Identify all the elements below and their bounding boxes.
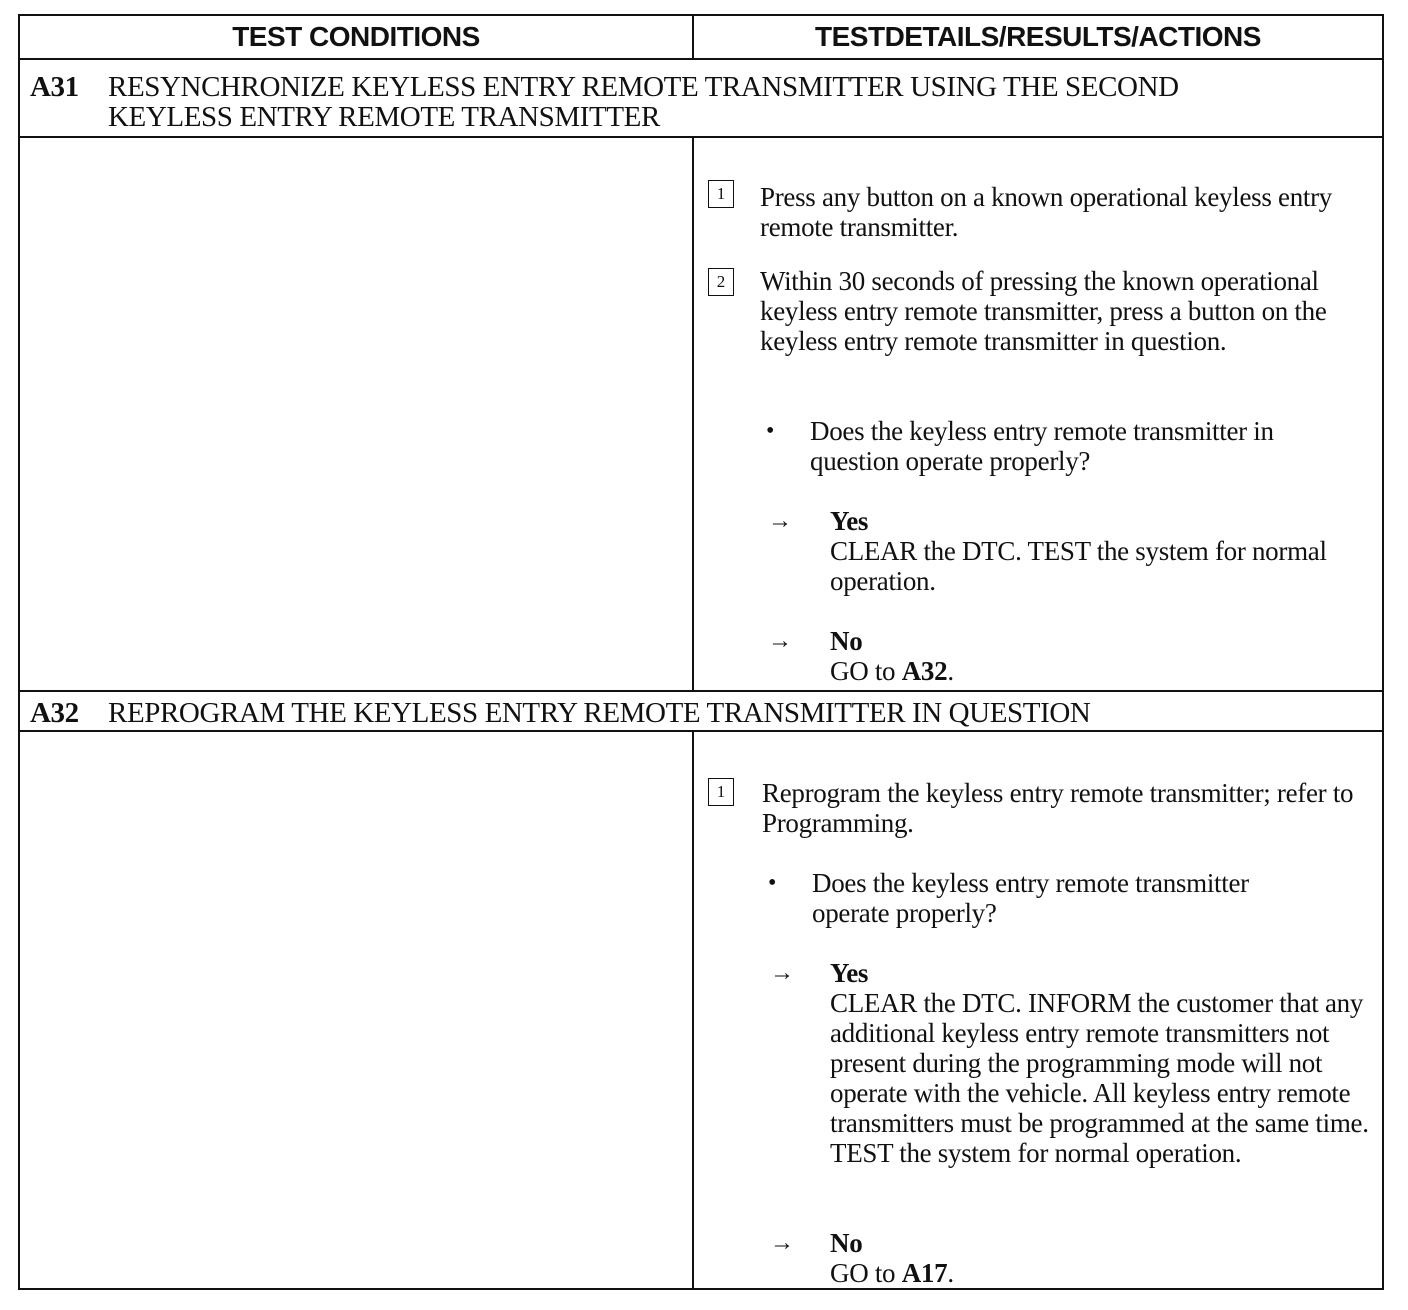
divider <box>20 58 1382 60</box>
no-action-suffix: . <box>947 1258 954 1288</box>
right-arrow-icon: → <box>768 628 792 654</box>
step-number-box: 2 <box>708 268 734 296</box>
yes-action: CLEAR the DTC. TEST the system for normal operation. <box>830 536 1327 596</box>
right-arrow-icon: → <box>768 508 792 534</box>
no-label: No <box>830 1228 863 1258</box>
step-id: A32 <box>30 697 79 729</box>
no-action <box>830 1258 1350 1288</box>
no-action <box>830 656 1350 686</box>
yes-branch <box>830 506 1350 596</box>
no-branch <box>830 1228 1350 1288</box>
step-title-line: REPROGRAM THE KEYLESS ENTRY REMOTE TRANSMITTER IN QUESTION <box>108 697 1091 729</box>
bullet-icon: • <box>768 870 777 896</box>
yes-action: CLEAR the DTC. INFORM the customer that any additional keyless entry remote transmitters not present during the programming mode will not operate with the vehicle. All keyless entry remote transmitters must be programmed at the same time. TEST the system for normal operation. <box>830 988 1369 1168</box>
column-divider <box>692 136 694 690</box>
yes-label: Yes <box>830 506 869 536</box>
header-test-details: TESTDETAILS/RESULTS/ACTIONS <box>815 21 1261 52</box>
right-arrow-icon: → <box>770 960 794 986</box>
step-title-line: RESYNCHRONIZE KEYLESS ENTRY REMOTE TRANSMITTER USING THE SECOND <box>108 71 1179 103</box>
step-number-box: 1 <box>708 180 734 208</box>
divider <box>20 690 1382 692</box>
right-arrow-icon: → <box>770 1230 794 1256</box>
yes-label: Yes <box>830 958 869 988</box>
step-number-box: 1 <box>708 778 734 806</box>
no-action-ref: A32 <box>901 656 948 686</box>
substep-text: Reprogram the keyless entry remote transmitter; refer to Programming. <box>762 778 1354 838</box>
test-table <box>18 14 1384 1290</box>
no-action-prefix: GO to <box>830 1258 902 1288</box>
substep-text: Press any button on a known operational keyless entry remote transmitter. <box>760 182 1332 242</box>
no-label: No <box>830 626 863 656</box>
question-text: Does the keyless entry remote transmitter operate properly? <box>812 868 1249 928</box>
substep-text: Within 30 seconds of pressing the known operational keyless entry remote transmitter, press a button on the keyless entry remote transmitter in question. <box>760 266 1327 356</box>
divider <box>20 730 1382 732</box>
divider <box>20 136 1382 138</box>
step-id: A31 <box>30 71 79 103</box>
no-action-prefix: GO to <box>830 656 902 686</box>
no-action-ref: A17 <box>901 1258 948 1288</box>
column-divider <box>692 16 694 58</box>
no-branch <box>830 626 1350 686</box>
step-title-text <box>108 72 1362 132</box>
question-text: Does the keyless entry remote transmitter in question operate properly? <box>810 416 1274 476</box>
no-action-suffix: . <box>947 656 954 686</box>
header-test-conditions: TEST CONDITIONS <box>232 21 480 52</box>
bullet-icon: • <box>766 418 775 444</box>
step-title-line: KEYLESS ENTRY REMOTE TRANSMITTER <box>108 101 660 133</box>
yes-branch <box>830 958 1376 1168</box>
step-title-text <box>108 698 1362 728</box>
column-divider <box>692 730 694 1290</box>
